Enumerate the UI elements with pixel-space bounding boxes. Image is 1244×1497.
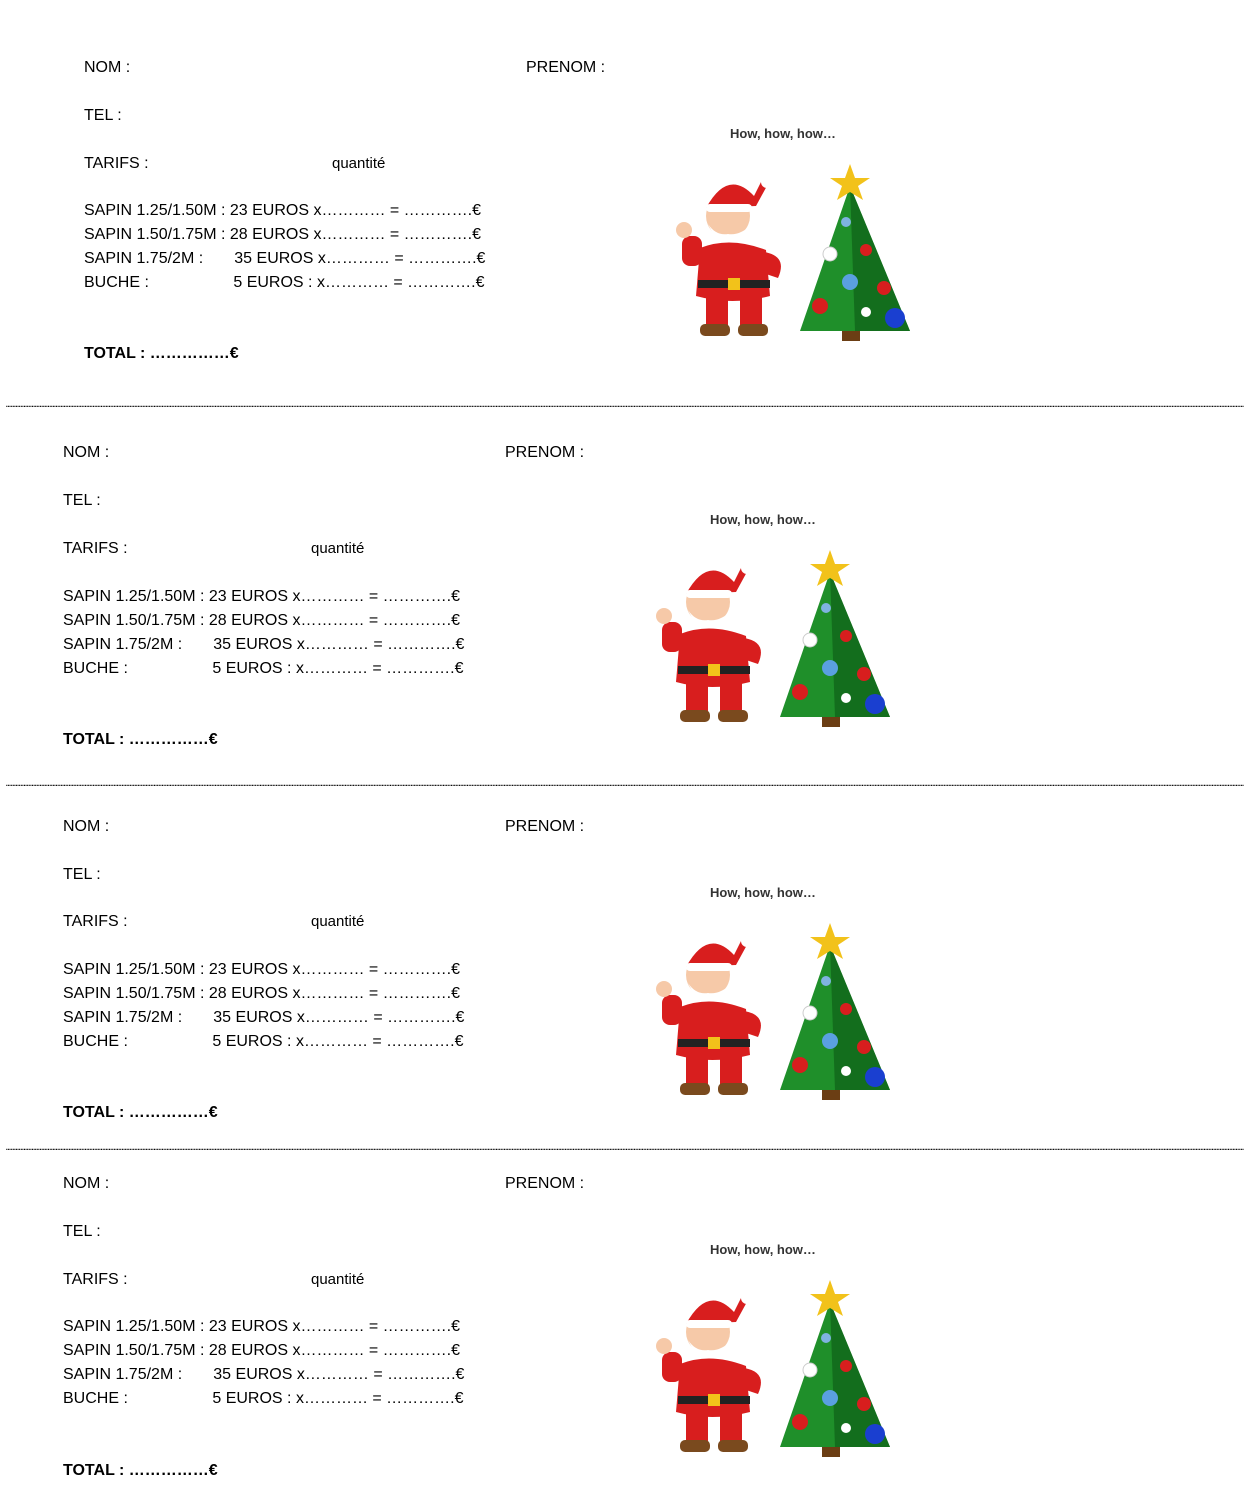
price-row-1: SAPIN 1.25/1.50M : 23 EUROS x………… = ………….€ [63,588,461,605]
prenom-label: PRENOM : [505,1175,585,1192]
tarifs-label: TARIFS : [84,155,149,172]
cut-line: …………………………………………………………………………………………………………………………………………………………………………………………………………………………………………………………………………………………………………………………………………………………………………………………………………………………………………………………………………………………………………………………………………………………………………………………………………………………………………………………………………………………………………… [6,1143,1244,1152]
christmas-tree-icon [780,550,890,727]
speech-text: How, how, how… [710,1242,816,1257]
total-label: TOTAL : ……………€ [63,1462,218,1479]
price-row-4: BUCHE : 5 EUROS : x………… = ………….€ [63,660,464,677]
price-row-1: SAPIN 1.25/1.50M : 23 EUROS x………… = ………….€ [63,1318,461,1335]
speech-text: How, how, how… [710,885,816,900]
cut-line: …………………………………………………………………………………………………………………………………………………………………………………………………………………………………………………………………………………………………………………………………………………………………………………………………………………………………………………………………………………………………………………………………………………………………………………………………………………………………………………………………………………………………………… [6,400,1244,409]
tarifs-label: TARIFS : [63,540,128,557]
illustration [650,1242,910,1452]
tel-label: TEL : [63,866,101,883]
price-row-3: SAPIN 1.75/2M : 35 EUROS x………… = ………….€ [63,636,465,653]
speech-text: How, how, how… [710,512,816,527]
santa-tree-illustration [650,915,910,1115]
prenom-label: PRENOM : [505,818,585,835]
cut-line: …………………………………………………………………………………………………………………………………………………………………………………………………………………………………………………………………………………………………………………………………………………………………………………………………………………………………………………………………………………………………………………………………………………………………………………………………………………………………………………………………………………………………………… [6,779,1244,788]
quantite-label: quantité [332,155,386,172]
christmas-tree-icon [780,1280,890,1457]
quantite-label: quantité [311,1271,365,1288]
santa-tree-illustration [650,1272,910,1472]
tel-label: TEL : [84,107,122,124]
total-label: TOTAL : ……………€ [84,345,239,362]
prenom-label: PRENOM : [526,59,606,76]
price-row-3: SAPIN 1.75/2M : 35 EUROS x………… = ………….€ [84,250,486,267]
santa-icon [656,1292,761,1452]
price-row-2: SAPIN 1.50/1.75M : 28 EUROS x………… = ………….€ [84,226,482,243]
illustration [650,885,910,1095]
tel-label: TEL : [63,1223,101,1240]
price-row-4: BUCHE : 5 EUROS : x………… = ………….€ [84,274,485,291]
tarifs-label: TARIFS : [63,1271,128,1288]
nom-label: NOM : [63,444,110,461]
christmas-tree-icon [780,923,890,1100]
price-row-2: SAPIN 1.50/1.75M : 28 EUROS x………… = ………….€ [63,985,461,1002]
santa-icon [656,562,761,722]
nom-label: NOM : [63,1175,110,1192]
illustration [650,512,910,722]
speech-text: How, how, how… [730,126,836,141]
price-row-2: SAPIN 1.50/1.75M : 28 EUROS x………… = ………….€ [63,612,461,629]
price-row-3: SAPIN 1.75/2M : 35 EUROS x………… = ………….€ [63,1366,465,1383]
price-row-3: SAPIN 1.75/2M : 35 EUROS x………… = ………….€ [63,1009,465,1026]
tel-label: TEL : [63,492,101,509]
santa-icon [656,935,761,1095]
price-row-1: SAPIN 1.25/1.50M : 23 EUROS x………… = ………….€ [84,202,482,219]
total-label: TOTAL : ……………€ [63,1104,218,1121]
prenom-label: PRENOM : [505,444,585,461]
nom-label: NOM : [84,59,131,76]
price-row-4: BUCHE : 5 EUROS : x………… = ………….€ [63,1033,464,1050]
price-row-1: SAPIN 1.25/1.50M : 23 EUROS x………… = ………….€ [63,961,461,978]
price-row-4: BUCHE : 5 EUROS : x………… = ………….€ [63,1390,464,1407]
price-row-2: SAPIN 1.50/1.75M : 28 EUROS x………… = ………….€ [63,1342,461,1359]
tarifs-label: TARIFS : [63,913,128,930]
santa-tree-illustration [650,542,910,742]
nom-label: NOM : [63,818,110,835]
quantite-label: quantité [311,540,365,557]
total-label: TOTAL : ……………€ [63,731,218,748]
quantite-label: quantité [311,913,365,930]
